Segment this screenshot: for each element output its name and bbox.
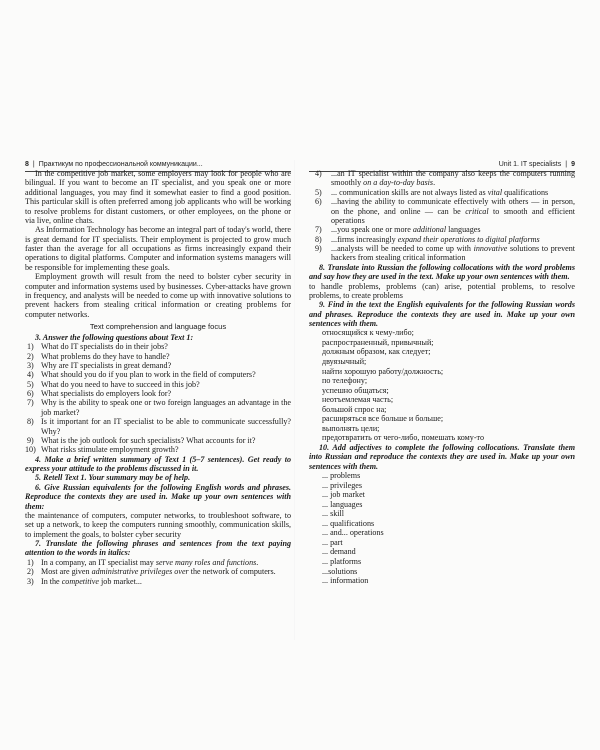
list-item: 1) In a company, an IT specialist may serve many roles and functions.	[27, 557, 259, 567]
list-item: расширяться все больше и больше;	[322, 414, 444, 424]
list-item: 6) ...having the ability to communicate effectively with others — in person, on the phone, and online — can be critical to smooth and efficient operations	[315, 197, 575, 225]
paragraph-3: Employment growth will result from the need to bolster cyber security in computer and information systems used by businesses. Cyber-attacks have grown in frequency, and analysts will be needed to come up with innovative solutions to prevent hackers from stealing critical information or creating problems for computer networks.	[25, 272, 291, 319]
task-7-items-continued	[309, 169, 575, 263]
list-item: 4) What should you do if you plan to work in the field of computers?	[27, 370, 256, 380]
list-item: 8) Is it important for an IT specialist to be able to communicate successfully? Why?	[27, 417, 291, 436]
list-item: ... qualifications	[322, 518, 375, 528]
list-item: 2) What problems do they have to handle?	[27, 351, 170, 361]
task-6-body: the maintenance of computers, computer networks, to troubleshoot software, to set up a network, to keep the computers running smoothly, communication skills, to implement the goals, to bolster cyber security	[25, 510, 291, 539]
russian-phrases-list	[309, 328, 575, 443]
paragraph-1: In the competitive job market, some employers may look for people who are bilingual. If you want to become an IT specialist, and you speak one or more additional languages, you may find it somewhat easier to find a good position. This particular skill is often preferred among job applicants who will be working to resolve problems for distant customers, or other employees, on the phone or via live, online chats.	[25, 169, 291, 225]
task-6-heading: 6. Give Russian equivalents for the following English words and phrases. Reproduce the contexts they are used in. Make up your own sentences with them:	[25, 482, 291, 511]
list-item: 5) What do you need to have to succeed in this job?	[27, 379, 200, 389]
list-item: 4) ...an IT specialist within the company also keeps the computers running smoothly on a day-to-day basis.	[315, 169, 575, 188]
task-7-heading: 7. Translate the following phrases and sentences from the text paying attention to the words in italics:	[25, 539, 291, 558]
right-running-head: Unit 1. IT specialists	[498, 161, 562, 168]
task-7-items	[25, 558, 291, 586]
task-8-body: to handle problems, problems (can) arise, potential problems, to resolve problems, to create problems	[309, 281, 575, 300]
list-item: ... job market	[322, 490, 365, 500]
list-item: ...solutions	[322, 566, 358, 576]
list-item: ... problems	[322, 471, 361, 481]
list-item: относящийся к чему-либо;	[322, 328, 414, 338]
section-title: Text comprehension and language focus	[89, 322, 227, 331]
list-item: выполнять цели;	[322, 423, 380, 433]
list-item: должным образом, как следует;	[322, 347, 431, 357]
task-3-heading: 3. Answer the following questions about Text 1:	[35, 332, 194, 342]
left-running-header: 8 | Практикум по профессиональной коммуникации...	[25, 161, 203, 168]
task-4-heading: 4. Make a brief written summary of Text 1 (5–7 sentences). Get ready to express your attitude to the problems discussed in it.	[25, 454, 291, 474]
list-item: 2) Most are given administrative privileges over the network of computers.	[27, 567, 276, 577]
list-item: ... part	[322, 537, 343, 547]
list-item: по телефону;	[322, 376, 368, 386]
list-item: успешно общаться;	[322, 385, 389, 395]
task-5-heading: 5. Retell Text 1. Your summary may be of help.	[35, 473, 191, 483]
list-item: предотвратить от чего-либо, помешать кому-то	[322, 433, 484, 443]
list-item: ... languages	[322, 499, 363, 509]
list-item: 8) ...firms increasingly expand their operations to digital platforms	[315, 234, 540, 244]
list-item: 3) Why are IT specialists in great demand?	[27, 360, 172, 370]
book-gutter	[294, 160, 295, 640]
list-item: 3) In the competitive job market...	[27, 576, 142, 586]
list-item: 10) What risks stimulate employment growth?	[25, 445, 179, 455]
questions-list	[25, 342, 291, 455]
task-8-heading: 8. Translate into Russian the following collocations with the word problems and say how they are used in the text. Make up your own sentences with them.	[309, 262, 575, 282]
list-item: 9) ...analysts will be needed to come up with innovative solutions to prevent hackers from stealing critical information	[315, 244, 575, 263]
task-10-heading: 10. Add adjectives to complete the following collocations. Translate them into Russian and reproduce the contexts they are used in. Make up your own sentences with them.	[309, 442, 575, 471]
list-item: 7) ...you speak one or more additional languages	[315, 225, 481, 235]
list-item: ... skill	[322, 509, 345, 519]
list-item: неотъемлемая часть;	[322, 395, 394, 405]
collocations-list	[309, 471, 575, 586]
right-page	[309, 169, 575, 586]
list-item: распространенный, привычный;	[322, 337, 434, 347]
list-item: ... demand	[322, 547, 356, 557]
left-page	[25, 169, 291, 586]
list-item: большой спрос на;	[322, 404, 387, 414]
task-9-heading: 9. Find in the text the English equivalents for the following Russian words and phrases. Reproduce the contexts they are used in. Make up your own sentences with them.	[309, 300, 575, 328]
list-item: ... privileges	[322, 480, 363, 490]
left-running-head: Практикум по профессиональной коммуникации...	[38, 161, 203, 168]
list-item: найти хорошую работу/должность;	[322, 366, 444, 376]
list-item: двуязычный;	[322, 357, 367, 367]
list-item: 6) What specialists do employers look for?	[27, 389, 172, 399]
list-item: ... platforms	[322, 556, 362, 566]
list-item: 1) What do IT specialists do in their jobs?	[27, 342, 168, 352]
list-item: 7) Why is the ability to speak one or two foreign languages an advantage in the job market?	[27, 398, 291, 417]
list-item: 5) ... communication skills are not always listed as vital qualifications	[315, 187, 549, 197]
left-page-number: 8	[25, 161, 29, 168]
right-running-header: Unit 1. IT specialists | 9	[498, 161, 575, 168]
list-item: 9) What is the job outlook for such specialists? What accounts for it?	[27, 435, 256, 445]
list-item: ... and... operations	[322, 528, 384, 538]
list-item: ... information	[322, 576, 369, 586]
right-page-number: 9	[571, 161, 575, 168]
paragraph-2: As Information Technology has become an integral part of today's world, there is great demand for IT specialists. Their employment is projected to grow much faster than the average for all occupations as firms increasingly expand their operations to digital platforms. Computer and information systems managers will be responsible for implementing these goals.	[25, 225, 291, 272]
